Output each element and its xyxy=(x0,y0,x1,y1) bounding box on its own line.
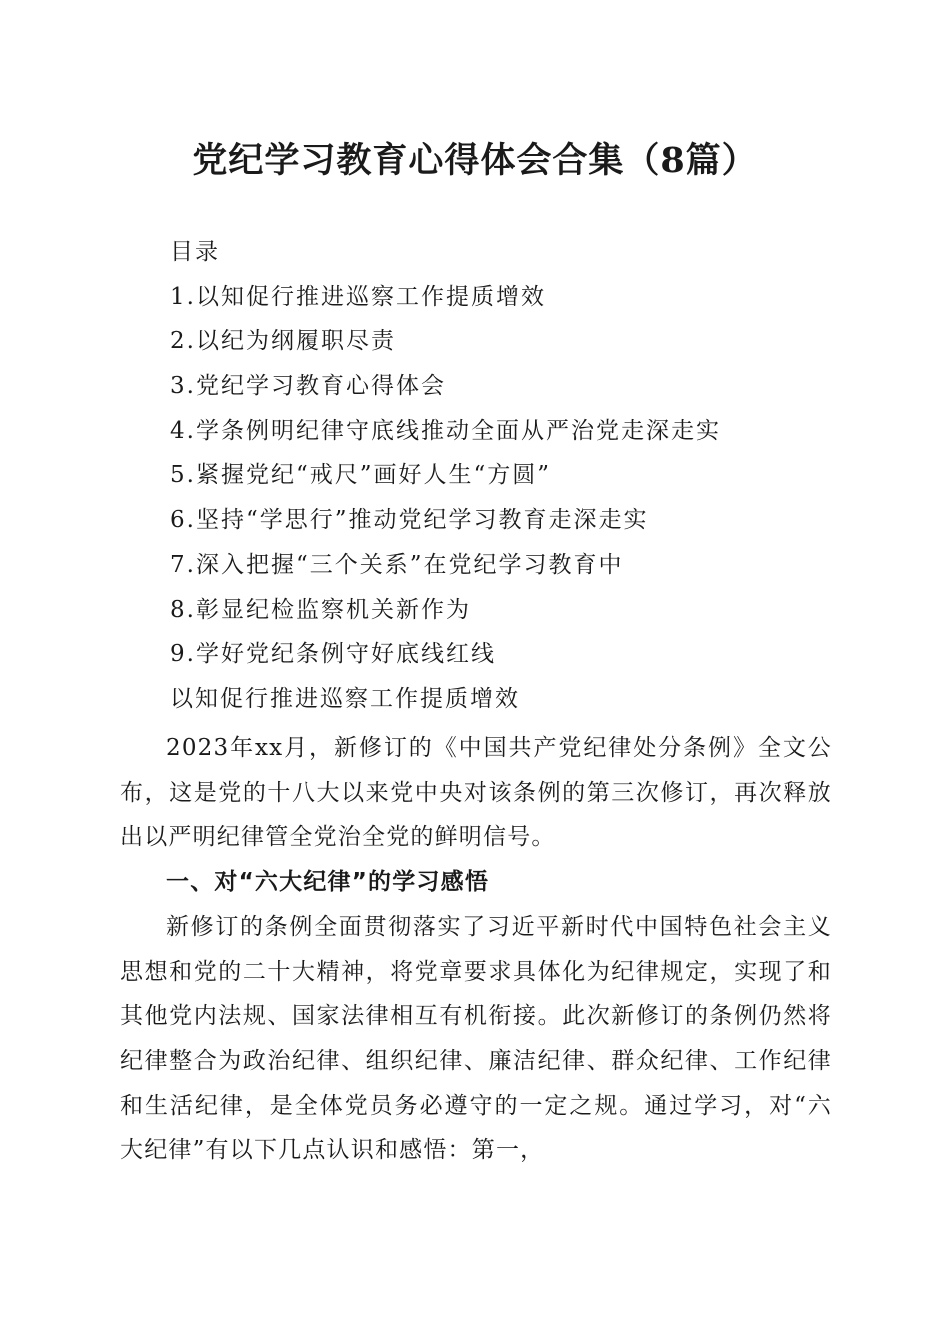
section-heading: 一、对“六大纪律”的学习感悟 xyxy=(166,869,490,896)
toc-item: 9.学好党纪条例守好底线红线 xyxy=(170,641,496,668)
toc-item: 1.以知促行推进巡察工作提质增效 xyxy=(170,283,546,310)
toc-item: 2.以纪为纲履职尽责 xyxy=(170,328,396,355)
article-title: 以知促行推进巡察工作提质增效 xyxy=(170,685,520,712)
toc-item: 3.党纪学习教育心得体会 xyxy=(170,373,446,400)
toc-item: 6.坚持“学思行”推动党纪学习教育走深走实 xyxy=(170,507,649,534)
article-body xyxy=(120,726,832,1173)
toc-item: 8.彰显纪检监察机关新作为 xyxy=(170,596,471,623)
toc-item: 7.深入把握“三个关系”在党纪学习教育中 xyxy=(170,551,624,578)
body-paragraph: 新修订的条例全面贯彻落实了习近平新时代中国特色社会主义思想和党的二十大精神，将党章要求具体化为纪律规定，实现了和其他党内法规、国家法律相互有机衔接。此次新修订的条例仍然将纪律整合为政治纪律、组织纪律、廉洁纪律、群众纪律、工作纪律和生活纪律，是全体党员务必遵守的一定之规。通过学习，对“六大纪律”有以下几点认识和感悟：第一， xyxy=(120,913,832,1164)
document-title: 党纪学习教育心得体会合集（8篇） xyxy=(192,140,758,181)
toc-item: 4.学条例明纪律守底线推动全面从严治党走深走实 xyxy=(170,417,721,444)
body-paragraph: 2023年xx月，新修订的《中国共产党纪律处分条例》全文公布，这是党的十八大以来党中央对该条例的第三次修订，再次释放出以严明纪律管全党治全党的鲜明信号。 xyxy=(120,735,832,851)
toc-item: 5.紧握党纪“戒尺”画好人生“方圆” xyxy=(170,462,551,489)
table-of-contents xyxy=(170,234,870,726)
toc-heading: 目录 xyxy=(170,239,220,265)
